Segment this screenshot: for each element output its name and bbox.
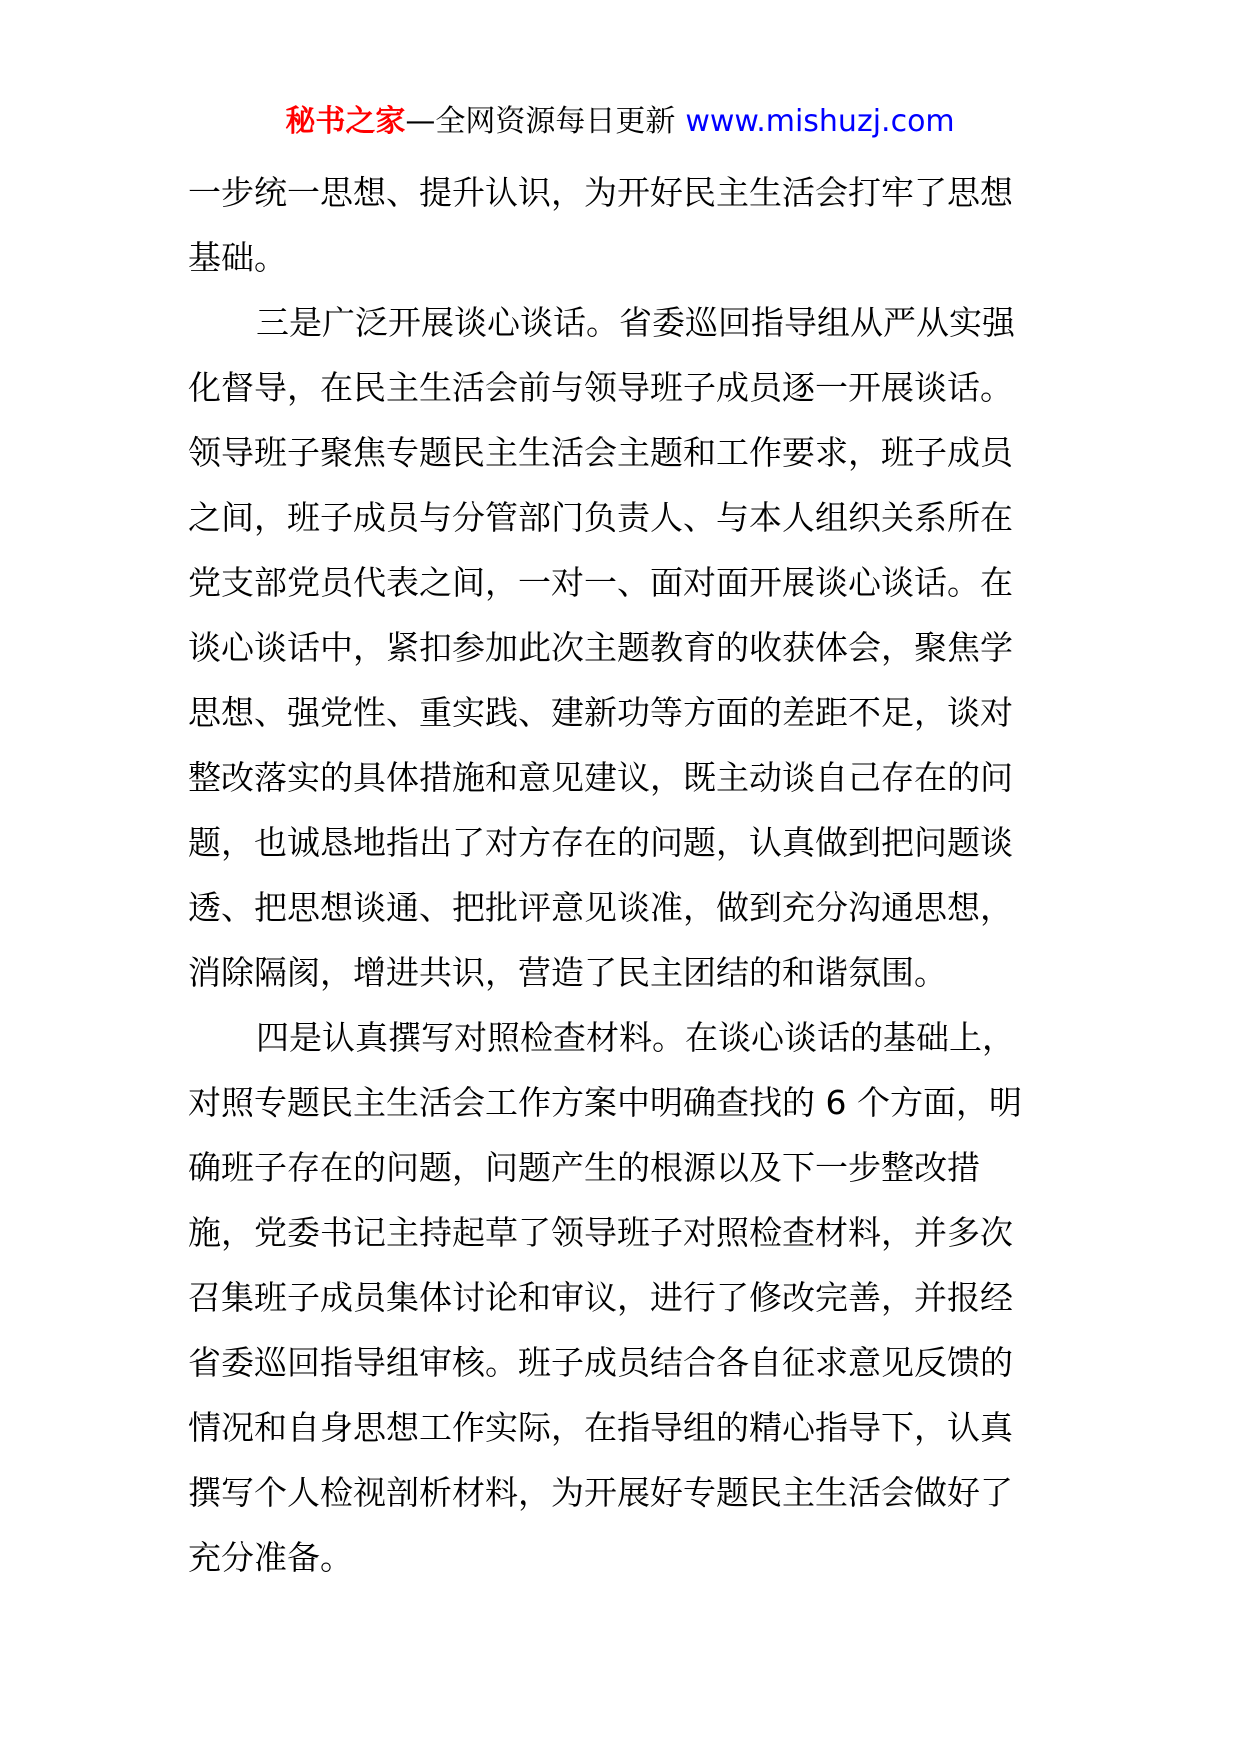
text-line: 领导班子聚焦专题民主生活会主题和工作要求，班子成员: [188, 433, 1013, 472]
document-body: [188, 160, 1058, 1590]
text-line: 题，也诚恳地指出了对方存在的问题，认真做到把问题谈: [188, 823, 1013, 862]
text-line: 召集班子成员集体讨论和审议，进行了修改完善，并报经: [188, 1278, 1013, 1317]
text-line: 情况和自身思想工作实际，在指导组的精心指导下，认真: [188, 1408, 1013, 1447]
paragraph-materials: [188, 1005, 1058, 1590]
text-line: 对照专题民主生活会工作方案中明确查找的 6 个方面，明: [188, 1083, 1022, 1122]
text-line: 透、把思想谈通、把批评意见谈准，做到充分沟通思想，: [188, 888, 1013, 927]
paragraph-continuation: [188, 160, 1058, 290]
text-line: 一步统一思想、提升认识，为开好民主生活会打牢了思想: [188, 173, 1013, 212]
text-line: 省委巡回指导组审核。班子成员结合各自征求意见反馈的: [188, 1343, 1013, 1382]
text-line: 充分准备。: [188, 1538, 353, 1577]
text-line: 化督导，在民主生活会前与领导班子成员逐一开展谈话。: [188, 368, 1013, 407]
paragraph-talks: [188, 290, 1058, 1005]
text-line: 三是广泛开展谈心谈话。省委巡回指导组从严从实强: [256, 303, 1015, 342]
page-header: [0, 100, 1240, 144]
text-line: 撰写个人检视剖析材料，为开展好专题民主生活会做好了: [188, 1473, 1013, 1512]
text-line: 党支部党员代表之间，一对一、面对面开展谈心谈话。在: [188, 563, 1013, 602]
text-line: 施，党委书记主持起草了领导班子对照检查材料，并多次: [188, 1213, 1013, 1252]
text-line: 基础。: [188, 238, 287, 277]
text-line: 整改落实的具体措施和意见建议，既主动谈自己存在的问: [188, 758, 1013, 797]
header-tagline: —全网资源每日更新: [405, 104, 676, 139]
brand-name: 秘书之家: [285, 104, 406, 139]
text-line: 四是认真撰写对照检查材料。在谈心谈话的基础上，: [256, 1018, 1015, 1057]
text-line: 谈心谈话中，紧扣参加此次主题教育的收获体会，聚焦学: [188, 628, 1013, 667]
text-line: 确班子存在的问题，问题产生的根源以及下一步整改措: [188, 1148, 980, 1187]
text-line: 思想、强党性、重实践、建新功等方面的差距不足，谈对: [188, 693, 1013, 732]
text-line: 之间，班子成员与分管部门负责人、与本人组织关系所在: [188, 498, 1013, 537]
text-line: 消除隔阂，增进共识，营造了民主团结的和谐氛围。: [188, 953, 947, 992]
website-url: www.mishuzj.com: [685, 104, 955, 139]
